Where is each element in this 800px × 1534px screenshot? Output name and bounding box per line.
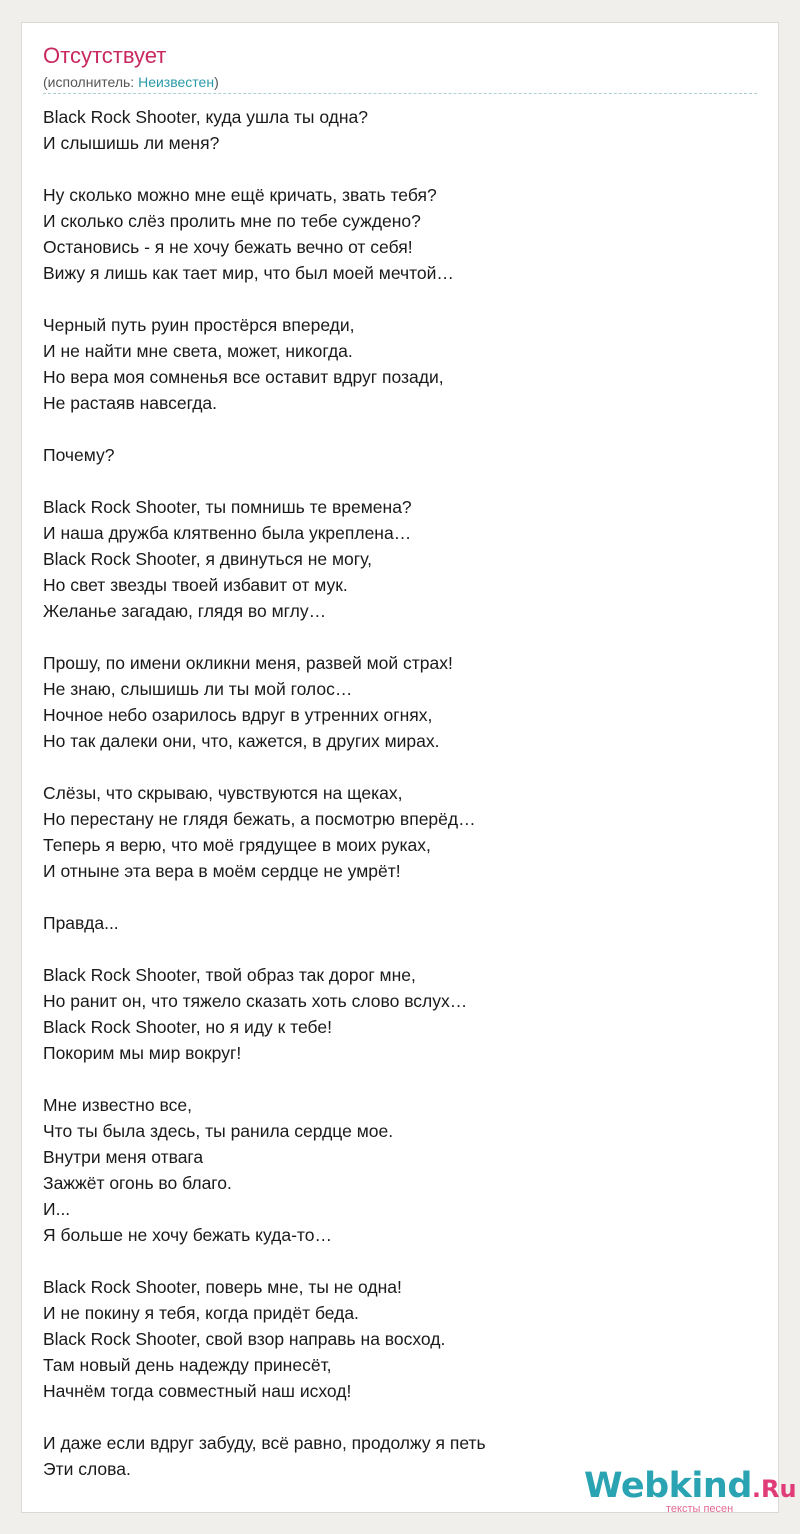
- lyrics-line: И отныне эта вера в моём сердце не умрёт!: [43, 861, 401, 881]
- lyrics-stanza: [43, 494, 743, 624]
- artist-line: [43, 73, 219, 91]
- lyrics-line: Black Rock Shooter, поверь мне, ты не одна!: [43, 1277, 402, 1297]
- lyrics-stanza: [43, 1092, 743, 1248]
- logo-main-text: Webkind: [584, 1466, 752, 1506]
- lyrics-line: Но так далеки они, что, кажется, в других мирах.: [43, 731, 440, 751]
- lyrics-line: Не знаю, слышишь ли ты мой голос…: [43, 679, 353, 699]
- logo-tagline: тексты песен: [666, 1503, 734, 1515]
- lyrics-line: Black Rock Shooter, я двинуться не могу,: [43, 549, 372, 569]
- lyrics-line: Black Rock Shooter, ты помнишь те времена?: [43, 497, 412, 517]
- lyrics-line: Что ты была здесь, ты ранила сердце мое.: [43, 1121, 394, 1141]
- lyrics-stanza: [43, 182, 743, 286]
- lyrics-line: Покорим мы мир вокруг!: [43, 1043, 242, 1063]
- lyrics-line: Ночное небо озарилось вдруг в утренних огнях,: [43, 705, 433, 725]
- lyrics-line: И не найти мне света, может, никогда.: [43, 341, 353, 361]
- song-title: Отсутствует: [43, 43, 167, 68]
- lyrics-line: Начнём тогда совместный наш исход!: [43, 1381, 352, 1401]
- lyrics-line: Black Rock Shooter, твой образ так дорог мне,: [43, 965, 416, 985]
- lyrics-line: Но перестану не глядя бежать, а посмотрю вперёд…: [43, 809, 476, 829]
- lyrics-line: Ну сколько можно мне ещё кричать, звать тебя?: [43, 185, 437, 205]
- lyrics-line: Внутри меня отвага: [43, 1147, 204, 1167]
- lyrics-line: Но вера моя сомненья все оставит вдруг позади,: [43, 367, 444, 387]
- lyrics-stanza: [43, 962, 743, 1066]
- lyrics-line: И сколько слёз пролить мне по тебе суждено?: [43, 211, 421, 231]
- lyrics-stanza: [43, 650, 743, 754]
- lyrics-line: Не растаяв навсегда.: [43, 393, 218, 413]
- lyrics-line: И...: [43, 1199, 71, 1219]
- lyrics-line: Желанье загадаю, глядя во мглу…: [43, 601, 327, 621]
- lyrics-line: И не покину я тебя, когда придёт беда.: [43, 1303, 359, 1323]
- lyrics-line: Black Rock Shooter, но я иду к тебе!: [43, 1017, 332, 1037]
- lyrics-line: Остановись - я не хочу бежать вечно от себя!: [43, 237, 413, 257]
- lyrics-line: Вижу я лишь как тает мир, что был моей мечтой…: [43, 263, 454, 283]
- webkind-logo[interactable]: [584, 1466, 797, 1515]
- lyrics-stanza: [43, 910, 743, 936]
- lyrics-line: Почему?: [43, 445, 115, 465]
- lyrics-card: [21, 22, 797, 1515]
- title-divider: [43, 93, 757, 94]
- lyrics-stanza: [43, 104, 743, 156]
- lyrics-line: Black Rock Shooter, куда ушла ты одна?: [43, 107, 369, 127]
- lyrics-line: Эти слова.: [43, 1459, 131, 1479]
- lyrics-line: Правда...: [43, 913, 119, 933]
- lyrics-line: Там новый день надежду принесёт,: [43, 1355, 332, 1375]
- logo-suffix: .Ru: [751, 1475, 797, 1503]
- lyrics-line: Black Rock Shooter, свой взор направь на восход.: [43, 1329, 446, 1349]
- lyrics-line: Мне известно все,: [43, 1095, 192, 1115]
- lyrics-line: Но свет звезды твоей избавит от мук.: [43, 575, 348, 595]
- lyrics-stanza: [43, 780, 743, 884]
- lyrics-line: Я больше не хочу бежать куда-то…: [43, 1225, 332, 1245]
- lyrics-line: Теперь я верю, что моё грядущее в моих руках,: [43, 835, 431, 855]
- lyrics-stanza: [43, 312, 743, 416]
- lyrics-line: Слёзы, что скрываю, чувствуются на щеках,: [43, 783, 403, 803]
- artist-prefix: (исполнитель:: [43, 74, 139, 90]
- lyrics-line: И слышишь ли меня?: [43, 133, 220, 153]
- lyrics-stanza: [43, 1274, 743, 1404]
- lyrics-stanza: [43, 442, 743, 468]
- lyrics-line: Зажжёт огонь во благо.: [43, 1173, 232, 1193]
- lyrics-line: Черный путь руин простёрся впереди,: [43, 315, 355, 335]
- artist-link[interactable]: Неизвестен: [138, 74, 215, 90]
- lyrics-line: И наша дружба клятвенно была укреплена…: [43, 523, 412, 543]
- lyrics-line: Прошу, по имени окликни меня, развей мой страх!: [43, 653, 453, 673]
- lyrics-text: [43, 104, 743, 1482]
- artist-suffix: ): [214, 74, 219, 90]
- lyrics-line: И даже если вдруг забуду, всё равно, продолжу я петь: [43, 1433, 486, 1453]
- lyrics-line: Но ранит он, что тяжело сказать хоть слово вслух…: [43, 991, 468, 1011]
